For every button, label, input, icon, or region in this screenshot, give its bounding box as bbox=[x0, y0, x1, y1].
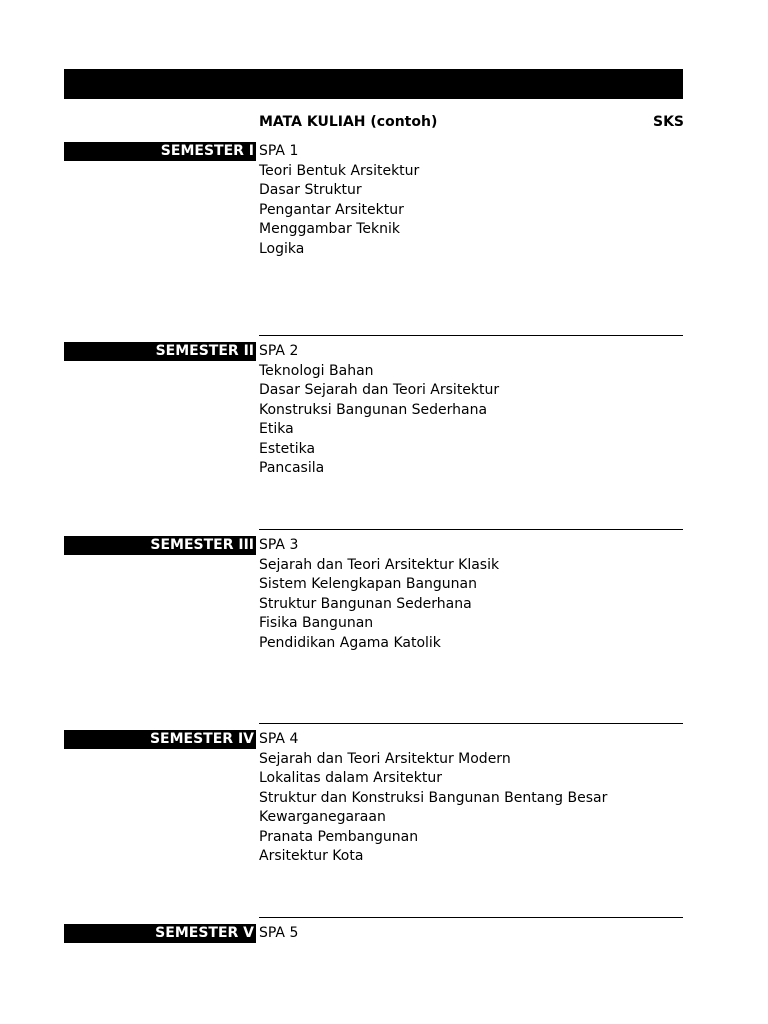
course-list bbox=[259, 730, 607, 867]
list-item: SPA 3 bbox=[259, 537, 299, 553]
list-item: SPA 1 bbox=[259, 143, 299, 159]
course-column-header: MATA KULIAH (contoh) bbox=[259, 114, 438, 130]
list-item: Konstruksi Bangunan Sederhana bbox=[259, 401, 488, 418]
list-item: SPA 4 bbox=[259, 731, 299, 747]
sks-column-header: SKS bbox=[653, 114, 685, 130]
list-item: Arsitektur Kota bbox=[259, 848, 364, 864]
list-item: Etika bbox=[259, 421, 294, 437]
list-item: Dasar Struktur bbox=[259, 182, 362, 198]
section-divider bbox=[259, 335, 683, 336]
list-item: Logika bbox=[259, 240, 305, 257]
course-list bbox=[259, 924, 298, 944]
list-item: Kewarganegaraan bbox=[259, 809, 386, 825]
section-divider bbox=[259, 723, 683, 724]
list-item: SPA 2 bbox=[259, 343, 299, 359]
semester-label: SEMESTER III bbox=[64, 536, 256, 555]
semester-label: SEMESTER IV bbox=[64, 730, 256, 749]
list-item: Sejarah dan Teori Arsitektur Modern bbox=[259, 750, 511, 767]
list-item: Menggambar Teknik bbox=[259, 221, 400, 237]
section-divider bbox=[259, 529, 683, 530]
list-item: Sistem Kelengkapan Bangunan bbox=[259, 576, 477, 592]
semester-label: SEMESTER I bbox=[64, 142, 256, 161]
list-item: Sejarah dan Teori Arsitektur Klasik bbox=[259, 556, 500, 573]
list-item: Teknologi Bahan bbox=[259, 362, 374, 379]
course-list bbox=[259, 536, 499, 653]
list-item: Estetika bbox=[259, 440, 316, 457]
list-item: Dasar Sejarah dan Teori Arsitektur bbox=[259, 382, 500, 398]
title-bar bbox=[64, 69, 683, 99]
course-list bbox=[259, 142, 419, 259]
section-divider bbox=[259, 917, 683, 918]
list-item: Struktur dan Konstruksi Bangunan Bentang Besar bbox=[259, 789, 608, 806]
list-item: Pendidikan Agama Katolik bbox=[259, 634, 441, 651]
list-item: SPA 5 bbox=[259, 925, 299, 941]
semester-label: SEMESTER II bbox=[64, 342, 256, 361]
list-item: Teori Bentuk Arsitektur bbox=[259, 162, 420, 179]
semester-label: SEMESTER V bbox=[64, 924, 256, 943]
list-item: Struktur Bangunan Sederhana bbox=[259, 595, 472, 612]
list-item: Lokalitas dalam Arsitektur bbox=[259, 770, 443, 786]
list-item: Pengantar Arsitektur bbox=[259, 201, 404, 218]
course-list bbox=[259, 342, 499, 479]
list-item: Pancasila bbox=[259, 460, 325, 476]
list-item: Pranata Pembangunan bbox=[259, 828, 419, 845]
list-item: Fisika Bangunan bbox=[259, 615, 374, 631]
